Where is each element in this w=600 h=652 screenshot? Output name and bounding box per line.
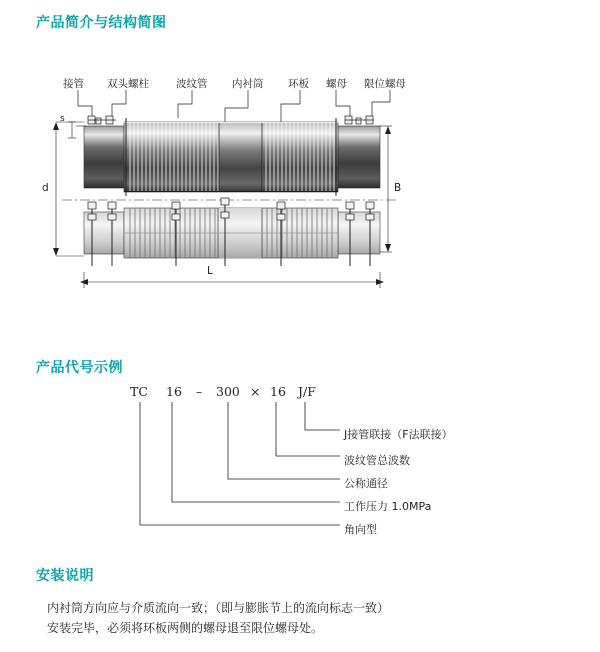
install-line-2: 安装完毕，必须将环板两侧的螺母退至限位螺母处。 bbox=[47, 621, 324, 635]
section-title-install: 安装说明 bbox=[36, 568, 94, 584]
code-part-jf: J/F bbox=[298, 384, 316, 399]
code-part-dash: – bbox=[196, 384, 203, 399]
install-instructions bbox=[47, 598, 567, 638]
note-working-pressure: 工作压力 1.0MPa bbox=[344, 500, 432, 513]
note-nominal-diameter: 公称通径 bbox=[344, 477, 388, 490]
dimension-label-d: d bbox=[42, 182, 49, 194]
section-title-code: 产品代号示例 bbox=[36, 360, 123, 376]
code-part-300: 300 bbox=[216, 384, 240, 399]
dimension-label-s: s bbox=[60, 114, 65, 124]
code-part-16a: 16 bbox=[166, 384, 182, 399]
callout-label-limit-nut: 限位螺母 bbox=[364, 78, 406, 90]
structure-drawing-svg bbox=[0, 60, 600, 340]
callout-label-ring-plate: 环板 bbox=[288, 78, 309, 90]
callout-label-double-stud: 双头螺柱 bbox=[107, 78, 149, 90]
code-part-tc: TC bbox=[130, 384, 148, 399]
callout-label-nut: 螺母 bbox=[326, 78, 347, 90]
callout-label-nozzle: 接管 bbox=[63, 78, 84, 90]
code-leader-lines bbox=[0, 378, 600, 548]
section-title-intro: 产品简介与结构简图 bbox=[36, 15, 167, 31]
product-code-diagram bbox=[0, 378, 600, 548]
dimension-label-L: L bbox=[207, 265, 213, 277]
code-part-times: × bbox=[250, 384, 261, 399]
note-angular-type: 角向型 bbox=[344, 523, 377, 536]
callout-label-liner: 内衬筒 bbox=[232, 78, 264, 90]
install-line-1: 内衬筒方向应与介质流向一致；（即与膨胀节上的流向标志一致） bbox=[47, 601, 390, 615]
structure-diagram bbox=[0, 60, 600, 340]
note-joint-type: J接管联接（F法联接） bbox=[344, 428, 453, 441]
dimension-label-B: B bbox=[394, 182, 402, 194]
code-part-16b: 16 bbox=[270, 384, 286, 399]
callout-label-bellows: 波纹管 bbox=[176, 78, 208, 90]
note-convolutions: 波纹管总波数 bbox=[344, 454, 410, 467]
